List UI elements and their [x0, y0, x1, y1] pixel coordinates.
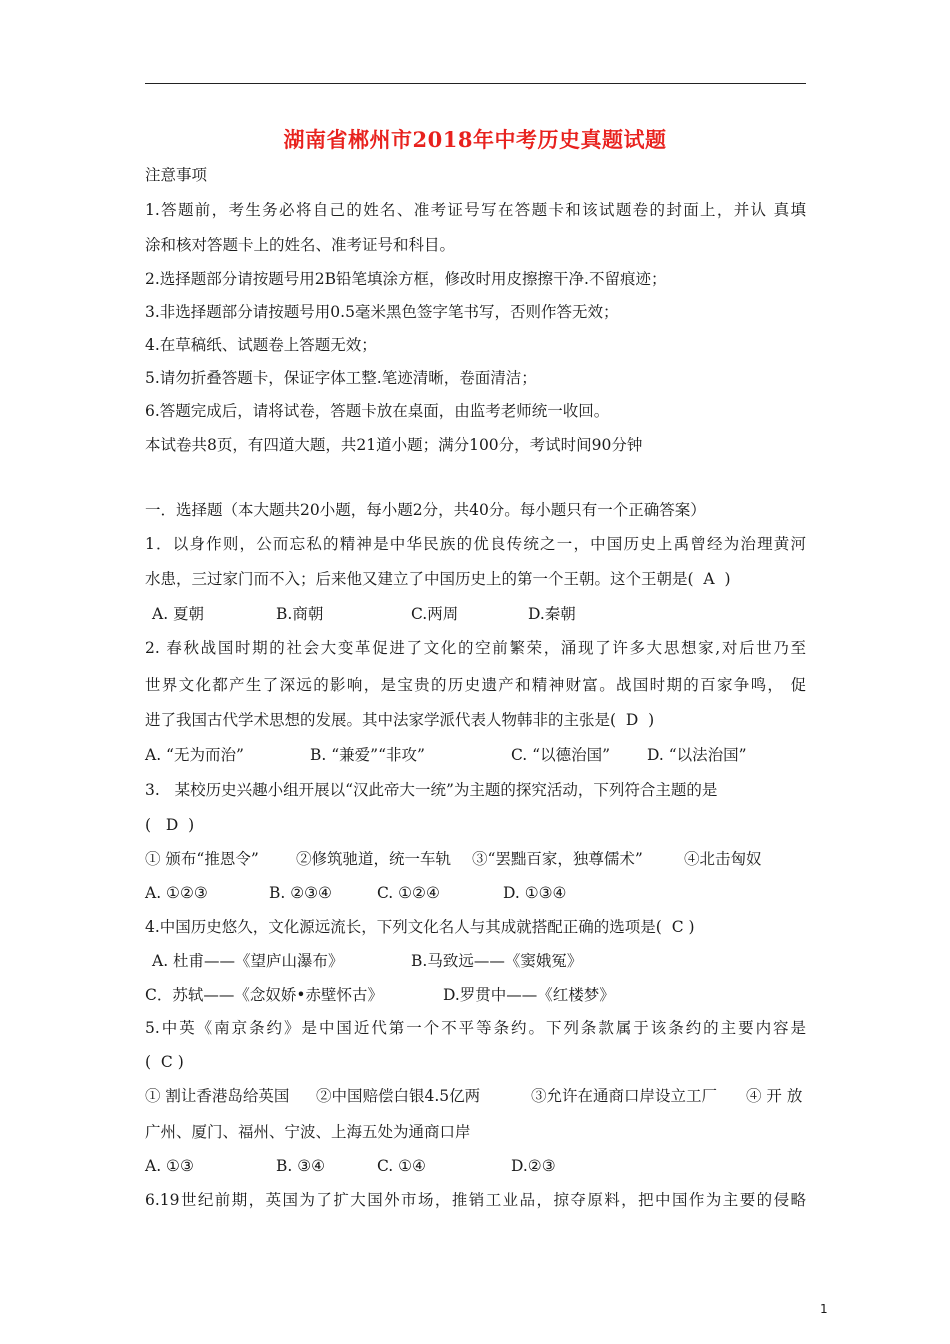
- question-5-line: ( C ): [145, 1053, 184, 1071]
- question-5-line: 5.中英《南京条约》是中国近代第一个不平等条约。下列条款属于该条约的主要内容是: [145, 1019, 806, 1037]
- question-4-line: 4.中国历史悠久，文化源远流长，下列文化名人与其成就搭配正确的选项是( C ): [145, 918, 695, 936]
- q3-option-c: C. ①②④: [377, 884, 440, 902]
- note-line: 涂和核对答题卡上的姓名、准考证号和科目。: [145, 236, 456, 254]
- question-6-line: 6.19世纪前期，英国为了扩大国外市场，推销工业品，掠夺原料，把中国作为主要的侵略: [145, 1191, 806, 1209]
- q1-option-d: D.秦朝: [528, 605, 576, 623]
- note-line: 4.在草稿纸、试题卷上答题无效；: [145, 336, 377, 354]
- q4-option-c: C．苏轼——《念奴娇•赤壁怀古》: [145, 986, 384, 1004]
- question-3-line: 3. 某校历史兴趣小组开展以“汉此帝大一统”为主题的探究活动，下列符合主题的是: [145, 781, 718, 799]
- question-2-line: 2. 春秋战国时期的社会大变革促进了文化的空前繁荣，涌现了许多大思想家,对后世乃至: [145, 639, 806, 657]
- q3-option-b: B. ②③④: [269, 884, 332, 902]
- q5-item: ① 割让香港岛给英国: [145, 1087, 290, 1105]
- note-line: 5.请勿折叠答题卡，保证字体工整.笔迹清晰，卷面清洁；: [145, 369, 537, 387]
- header-rule: [145, 83, 806, 84]
- q3-item: ④北击匈奴: [684, 850, 762, 868]
- q5-item: ③允许在通商口岸设立工厂: [531, 1087, 718, 1105]
- question-1-line: 1．以身作则，公而忘私的精神是中华民族的优良传统之一，中国历史上禹曾经为治理黄河: [145, 535, 806, 553]
- q4-option-b: B.马致远——《窦娥冤》: [411, 952, 583, 970]
- question-3-line: ( D ): [145, 816, 195, 834]
- q3-option-d: D. ①③④: [503, 884, 567, 902]
- q5-option-d: D.②③: [511, 1157, 556, 1175]
- question-2-line: 世界文化都产生了深远的影响，是宝贵的历史遗产和精神财富。战国时期的百家争鸣， 促: [145, 676, 806, 694]
- q5-option-b: B. ③④: [276, 1157, 326, 1175]
- q3-item: ②修筑驰道，统一车轨: [296, 850, 452, 868]
- q3-option-a: A. ①②③: [145, 884, 208, 902]
- page-number: 1: [820, 1302, 828, 1316]
- note-line: 6.答题完成后，请将试卷，答题卡放在桌面，由监考老师统一收回。: [145, 402, 610, 420]
- question-1-line: 水患，三过家门而不入；后来他又建立了中国历史上的第一个王朝。这个王朝是( A ): [145, 570, 731, 588]
- q2-option-a: A. “无为而治”: [145, 746, 244, 764]
- q3-item: ③“罢黜百家，独尊儒术”: [472, 850, 643, 868]
- note-line: 2.选择题部分请按题号用2B铅笔填涂方框，修改时用皮擦擦干净.不留痕迹；: [145, 270, 667, 288]
- note-line: 3.非选择题部分请按题号用0.5毫米黑色签字笔书写，否则作答无效；: [145, 303, 619, 321]
- q2-option-c: C. “以德治国”: [511, 746, 611, 764]
- q5-option-c: C. ①④: [377, 1157, 426, 1175]
- q5-item: ②中国赔偿白银4.5亿两: [316, 1087, 481, 1105]
- q5-item: ④ 开 放: [746, 1087, 803, 1105]
- notes-summary: 本试卷共8页，有四道大题，共21道小题；满分100分，考试时间90分钟: [145, 436, 643, 454]
- q1-option-a: A. 夏朝: [152, 605, 205, 623]
- q4-option-a: A. 杜甫——《望庐山瀑布》: [152, 952, 344, 970]
- q1-option-c: C.两周: [411, 605, 459, 623]
- notes-heading: 注意事项: [145, 166, 208, 184]
- q4-option-d: D.罗贯中——《红楼梦》: [443, 986, 615, 1004]
- q3-item: ① 颁布“推恩令”: [145, 850, 259, 868]
- q5-item-continued: 广州、厦门、福州、宁波、上海五处为通商口岸: [145, 1123, 471, 1141]
- q5-option-a: A. ①③: [145, 1157, 194, 1175]
- question-2-line: 进了我国古代学术思想的发展。其中法家学派代表人物韩非的主张是( D ): [145, 711, 655, 729]
- page-title: 湖南省郴州市2018年中考历史真题试题: [283, 127, 667, 152]
- q2-option-d: D. “以法治国”: [647, 746, 747, 764]
- q1-option-b: B.商朝: [276, 605, 324, 623]
- section-heading: 一．选择题（本大题共20小题，每小题2分，共40分。每小题只有一个正确答案）: [145, 501, 706, 519]
- note-line: 1.答题前，考生务必将自己的姓名、准考证号写在答题卡和该试题卷的封面上，并认 真填: [145, 201, 806, 219]
- q2-option-b: B. “兼爱”“非攻”: [310, 746, 425, 764]
